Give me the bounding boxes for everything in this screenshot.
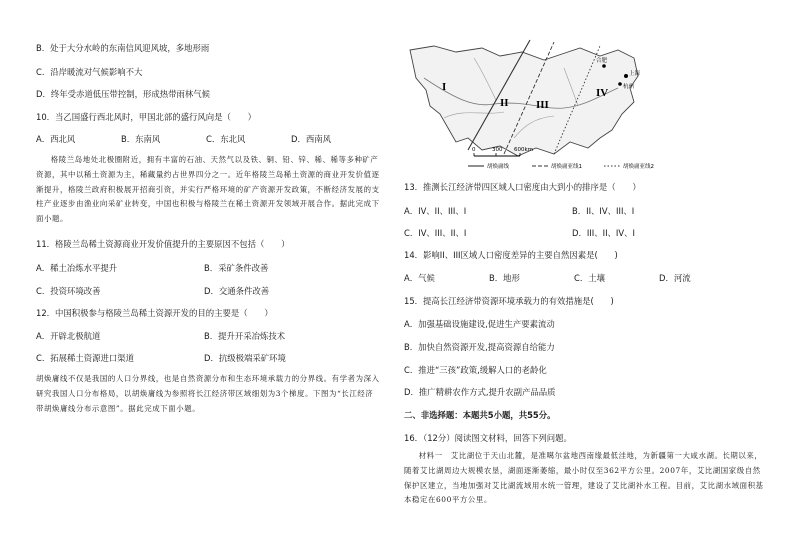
q10-options bbox=[36, 133, 376, 145]
q12-option-c: C．拓展稀土资源进口渠道 bbox=[36, 353, 134, 363]
q11-option-c: C．投资环境改善 bbox=[36, 286, 101, 296]
scale-label-0: 0 bbox=[472, 147, 476, 153]
q14-option-d: D．河流 bbox=[659, 273, 691, 283]
q16-stem: 16．（12分）阅读图文材料，回答下列问题。 bbox=[404, 433, 572, 443]
q11-stem: 11．格陵兰岛稀土资源商业开发价值提升的主要原因不包括（ ） bbox=[36, 239, 290, 249]
city-dot-hangzhou bbox=[618, 82, 622, 86]
q9-option-c: C．沿岸暖流对气候影响不大 bbox=[36, 67, 143, 77]
q13-stem: 13．推测长江经济带四区域人口密度由大到小的排序是（ ） bbox=[404, 182, 641, 192]
q12-options-row1 bbox=[36, 330, 372, 342]
q9-option-d: D．终年受赤道低压带控制，形成热带雨林气候 bbox=[36, 89, 210, 99]
q12-option-d: D．抗级极端采矿环境 bbox=[204, 353, 286, 363]
city-label-hefei: 合肥 bbox=[596, 58, 608, 64]
q10-option-c: C．东北风 bbox=[206, 134, 246, 144]
q14-options bbox=[404, 272, 744, 284]
q12-stem: 12．中国积极参与格陵兰岛稀土资源开发的目的主要是（ ） bbox=[36, 308, 273, 318]
material-1-ebinur-lake: 材料一 艾比湖位于天山北麓，是准噶尔盆地西南缘最低洼地，为新疆第一大咸水湖。长期以来，随着艾比湖周边大规模农垦，湖面逐渐萎缩，最小时仅至362平方公里。2007年，艾比湖国家级自然保护区建立，当地加强对艾比湖流域用水统一管理，建设了艾比湖补水工程。目前，艾比湖水域面积基本稳定在600平方公里。 bbox=[404, 451, 764, 505]
region-label-i: I bbox=[442, 81, 447, 93]
region-label-iv: IV bbox=[596, 87, 609, 99]
city-label-hangzhou: 杭州 bbox=[623, 84, 635, 90]
city-label-shanghai: 上海 bbox=[629, 71, 641, 77]
q13-option-d: D．III、II、IV、I bbox=[572, 228, 635, 238]
q14-option-c: C．土壤 bbox=[574, 273, 605, 283]
q12-option-b: B．提升开采冶炼技术 bbox=[204, 331, 286, 341]
q10-stem: 10．当乙国盛行西北风时，甲国北部的盛行风向是（ ） bbox=[36, 112, 257, 122]
q11-options-row1 bbox=[36, 262, 372, 274]
region-label-ii: II bbox=[500, 97, 509, 109]
passage-hu-line: 胡焕庸线不仅是我国的人口分界线，也是自然资源分布和生态环境承载力的分界线。有学者为深入研究我国人口分布格局，以胡焕庸线为参照将长江经济带区域细划为3个梯度。下图为“长江经济带胡焕庸线分布示意图”。据此完成下面小题。 bbox=[36, 374, 380, 413]
q11-options-row2 bbox=[36, 285, 372, 297]
q13-option-c: C．IV、III、II、I bbox=[404, 228, 467, 238]
q14-option-a: A．气候 bbox=[404, 273, 435, 283]
q15-option-c: C．推进“三孩”政策,缓解人口的老龄化 bbox=[404, 365, 547, 375]
q13-option-b: B．II、IV、III、I bbox=[572, 206, 635, 216]
scale-label-600: 600km bbox=[514, 147, 534, 153]
legend-label-subline-1: 胡焕庸亚线1 bbox=[551, 164, 582, 170]
q9-option-b: B．处于大分水岭的东南信风迎风坡，多地形雨 bbox=[36, 43, 210, 53]
q10-option-a: A．西北风 bbox=[36, 134, 76, 144]
legend-label-subline-2: 胡焕庸亚线2 bbox=[623, 164, 654, 170]
scale-label-300: 300 bbox=[492, 147, 503, 153]
region-label-iii: III bbox=[536, 99, 549, 111]
q11-option-b: B．采矿条件改善 bbox=[204, 263, 269, 273]
passage-greenland: 格陵兰岛地处北极圈附近，拥有丰富的石油、天然气以及铁、铜、铅、锌、稀、稀等多种矿产资源，其中以稀土资源为主，稀藏量约占世界四分之一。近年格陵兰岛稀土资源的商业开发价值逐渐提升，格陵兰政府积极展开招商引资，并实行严格环境的矿产资源开发政策，不断经济发展的支柱产业逐步由渔业向采矿业转变，中国也积极与格陵兰在稀土资源开发领域开展合作。据此完成下面小题。 bbox=[36, 155, 380, 224]
q12-option-a: A．开辟北极航道 bbox=[36, 331, 101, 341]
q12-options-row2 bbox=[36, 352, 372, 364]
q10-option-b: B．东南风 bbox=[121, 134, 161, 144]
section-heading-nonchoice: 二、非选择题：本题共5小题，共55分。 bbox=[404, 410, 556, 420]
q13-options-row2 bbox=[404, 227, 740, 239]
q11-option-a: A．稀土冶炼水平提升 bbox=[36, 263, 118, 273]
yangtze-economic-belt-map bbox=[404, 38, 776, 172]
q15-option-a: A．加强基础设施建设,促进生产要素流动 bbox=[404, 319, 555, 329]
q15-option-b: B．加快自然资源开发,提高资源自给能力 bbox=[404, 342, 555, 352]
q13-options-row1 bbox=[404, 205, 740, 217]
q10-option-d: D．西南风 bbox=[291, 134, 331, 144]
city-dot-hefei bbox=[602, 64, 606, 68]
map-svg bbox=[404, 38, 776, 172]
legend-label-hu-line: 胡焕庸线 bbox=[487, 164, 510, 170]
q14-stem: 14．影响II、III区域人口密度差异的主要自然因素是( ) bbox=[404, 250, 618, 260]
q13-option-a: A．IV、II、III、I bbox=[404, 206, 467, 216]
city-dot-shanghai bbox=[624, 74, 628, 78]
q15-stem: 15．提高长江经济带资源环境承载力的有效措施是( ) bbox=[404, 296, 614, 306]
q14-option-b: B．地形 bbox=[489, 273, 520, 283]
q15-option-d: D．推广精耕农作方式,提升农副产品品质 bbox=[404, 387, 556, 397]
q11-option-d: D．交通条件改善 bbox=[204, 286, 270, 296]
